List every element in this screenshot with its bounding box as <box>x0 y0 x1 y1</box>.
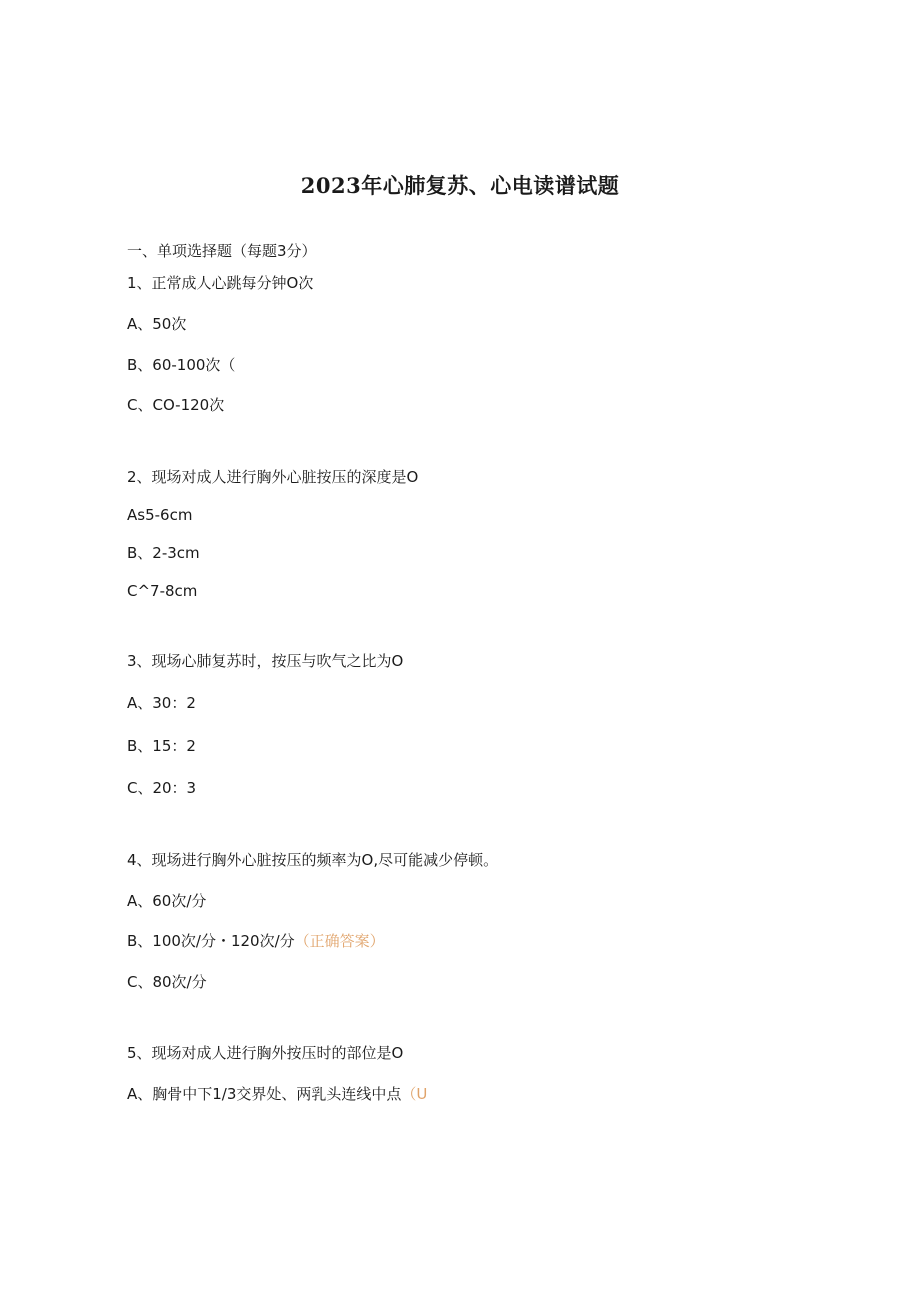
question-1-option-c: C、CO-120次 <box>127 396 225 414</box>
question-1-stem: 1、正常成人心跳每分钟O次 <box>127 274 314 292</box>
question-5-option-a-note: （U <box>401 1085 428 1103</box>
question-1-option-a: A、50次 <box>127 315 187 333</box>
question-4-option-b-text: B、100次/分・120次/分 <box>127 932 295 950</box>
question-5-option-a-text: A、胸骨中下1/3交界处、两乳头连线中点 <box>127 1085 402 1103</box>
question-2-option-c: C^7-8cm <box>127 582 198 600</box>
question-3-option-c: C、20：3 <box>127 779 197 797</box>
question-3-stem: 3、现场心肺复苏时，按压与吹气之比为O <box>127 652 404 670</box>
question-2-stem: 2、现场对成人进行胸外心脏按压的深度是O <box>127 468 419 486</box>
question-4-stem: 4、现场进行胸外心脏按压的频率为O,尽可能减少停顿。 <box>127 851 499 869</box>
question-4-option-b <box>127 931 385 951</box>
question-3-option-a: A、30：2 <box>127 694 196 712</box>
question-4-option-c: C、80次/分 <box>127 973 207 991</box>
question-1-option-b: B、60-100次（ <box>127 356 236 374</box>
question-2-option-b: B、2-3cm <box>127 544 200 562</box>
question-3-option-b: B、15：2 <box>127 737 196 755</box>
question-2-option-a: As5-6cm <box>127 506 193 524</box>
page-title: 2023年心肺复苏、心电读谱试题 <box>300 173 620 198</box>
correct-answer-note: （正确答案） <box>294 932 385 950</box>
question-5-stem: 5、现场对成人进行胸外按压时的部位是O <box>127 1044 404 1062</box>
question-5-option-a <box>127 1084 427 1104</box>
section-heading: 一、单项选择题（每题3分） <box>127 242 317 260</box>
question-4-option-a: A、60次/分 <box>127 892 207 910</box>
